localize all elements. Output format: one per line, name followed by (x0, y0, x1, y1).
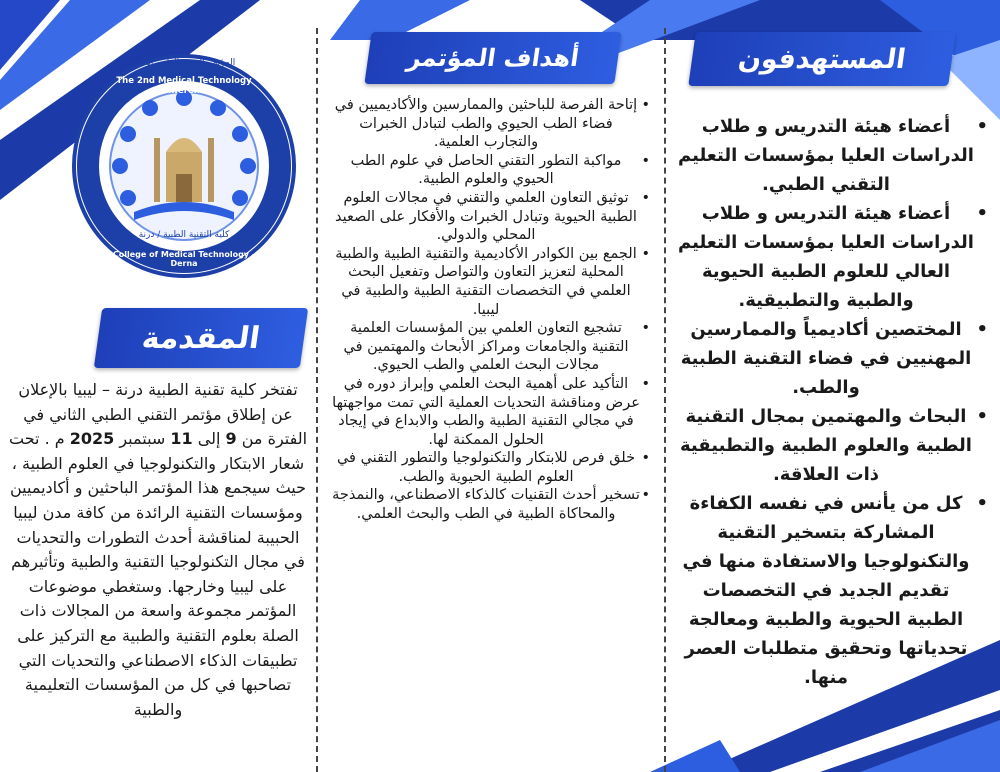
logo-arabic-title: المؤتمر التقني الطبي الثاني (132, 58, 236, 68)
list-item: • إتاحة الفرصة للباحثين والممارسين والأكاديميين في فضاء الطب الحيوي والطب لتبادل الخبرات والتجارب العلمية. (332, 96, 650, 152)
list-item: • أعضاء هيئة التدريس و طلاب الدراسات العليا بمؤسسات التعليم العالي للعلوم الطبية الحيوية والطبية والتطبيقية. (678, 199, 988, 315)
list-item: • تسخير أحدث التقنيات كالذكاء الاصطناعي، والنمذجة والمحاكاة الطبية في الطب والبحث العلمي. (332, 486, 650, 523)
intro-year: 2025 (69, 429, 115, 449)
goals-list (332, 96, 650, 524)
list-item: • كل من يأنس في نفسه الكفاءة المشاركة بتسخير التقنية والتكنولوجيا والاستفادة منها في تقديم الجديد في التخصصات الطبية الحيوية والطبية ومعالجة تحدياتها وتحقيق متطلبات العصر منها. (678, 489, 988, 692)
targets-list (678, 112, 988, 692)
column-divider-right (664, 28, 666, 772)
list-item: • أعضاء هيئة التدريس و طلاب الدراسات العليا بمؤسسات التعليم التقني الطبي. (678, 112, 988, 199)
list-item: • التأكيد على أهمية البحث العلمي وإبراز دوره في عرض ومناقشة التحديات العملية التي تمت مواجهتها في مجالي التقنية الطبية والطب والابداع في إيجاد الحلول الممكنة لها. (332, 375, 650, 449)
intro-header: المقدمة (94, 308, 308, 368)
list-item: • مواكبة التطور التقني الحاصل في علوم الطب الحيوي والعلوم الطبية. (332, 152, 650, 189)
list-item: • الجمع بين الكوادر الأكاديمية والتقنية الطبية والطبية المحلية لتعزيز التعاون والتواصل وتفعيل البحث العلمي في التخصصات التقنية الطبية والطبية في ليبيا. (332, 245, 650, 319)
intro-text-1: تفتخر كلية تقنية الطبية درنة – ليبيا بالإعلان عن إطلاق مؤتمر التقني الطبي الثاني في الفترة من (18, 380, 308, 449)
targets-column (678, 112, 988, 692)
intro-paragraph (6, 378, 310, 772)
intro-day-to: 11 (170, 429, 193, 449)
list-item: • تشجيع التعاون العلمي بين المؤسسات العلمية التقنية والجامعات ومراكز الأبحاث والمهتمين في مجالات البحث العلمي والطب الحيوي. (332, 319, 650, 375)
intro-text-3: سبتمبر (114, 429, 171, 449)
column-divider-left (316, 28, 318, 772)
list-item: • خلق فرص للابتكار والتكنولوجيا والتطور التقني في العلوم الطبية الحيوية والطب. (332, 449, 650, 486)
list-item: • توثيق التعاون العلمي والتقني في مجالات العلوم الطبية الحيوية وتبادل الخبرات والأفكار على الصعيد المحلي والدولي. (332, 189, 650, 245)
logo-college-ar: كلية التقنية الطبية / درنة (138, 230, 230, 240)
logo-college-en: College of Medical Technology - Derna (112, 250, 256, 268)
intro-day-from: 9 (225, 429, 237, 449)
intro-text-2: إلى (192, 429, 226, 449)
list-item: • البحاث والمهتمين بمجال التقنية الطبية والعلوم الطبية والتطبيقية ذات العلاقة. (678, 402, 988, 489)
intro-text-4: م . تحت شعار الابتكار والتكنولوجيا في العلوم الطبية ، حيث سيجمع هذا المؤتمر الباحثين و أكاديميين ومؤسسات التقنية الرائدة من كافة مدن ليبيا الحبيبة لمناقشة أحدث التطورات والتحديات في مجال التكنولوجيا التقنية والطبية وتأثيرهم على ليبيا وخارجها. وستغطي موضوعات المؤتمر مجموعة واسعة من المجالات ذات الصلة بعلوم التقنية والطبية مع التركيز على تطبيقات الذكاء الاصطناعي والتحديات التي تصاحبها في كل من المؤسسات التعليمية والطبية (8, 429, 306, 719)
goals-header: أهداف المؤتمر (364, 32, 621, 84)
targets-header: المستهدفون (688, 32, 956, 86)
goals-column (332, 96, 650, 524)
logo-english-title: The 2nd Medical Technology conference (116, 76, 252, 96)
conference-logo (70, 52, 298, 280)
list-item: • المختصين أكاديمياً والممارسين المهنيين في فضاء التقنية الطبية والطب. (678, 315, 988, 402)
